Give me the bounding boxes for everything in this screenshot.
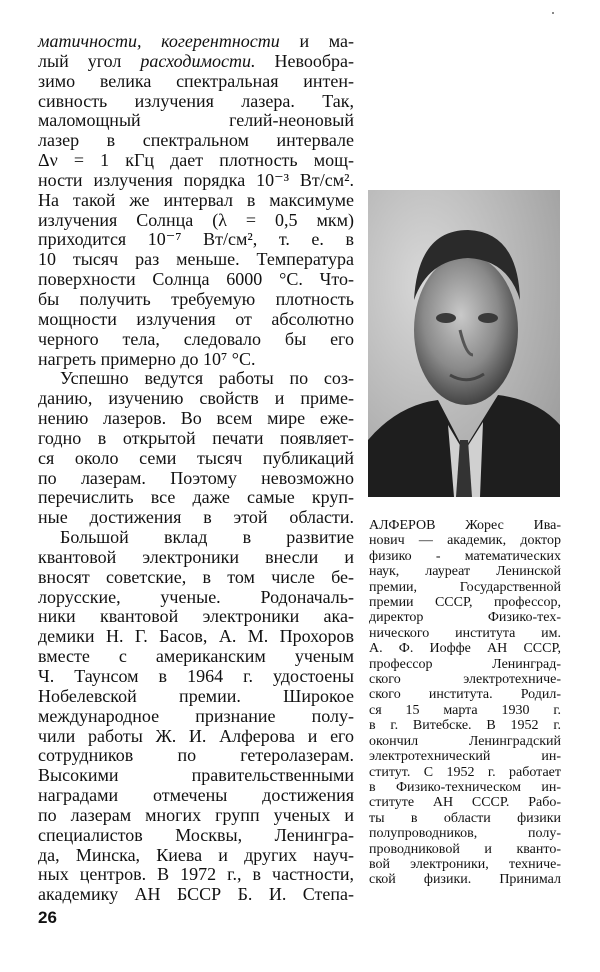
text-line: по лазерам многих групп ученых и <box>38 804 354 825</box>
scan-speck <box>552 12 554 14</box>
text-span: Невообра- <box>255 50 354 71</box>
text-line: Успешно ведутся работы по соз- <box>60 368 354 389</box>
text-line: поверхности Солнца 6000 °С. Что- <box>38 269 354 290</box>
text-line: маломощный гелий-неоновый <box>38 110 354 131</box>
caption-line: проводниковой и кванто- <box>369 841 561 857</box>
caption-line: ституте АН СССР. Рабо- <box>369 795 561 811</box>
text-span: и ма- <box>279 31 355 51</box>
caption-line: АЛФЕРОВ Жорес Ива- <box>369 518 561 533</box>
text-line: вместе с американским ученым <box>38 646 354 667</box>
caption-line: полупроводников, полу- <box>369 826 561 842</box>
text-line: лорусские, ученые. Родоначаль- <box>38 586 354 607</box>
caption-line: профессор Ленинград- <box>369 656 561 672</box>
text-line: по лазерам. Поэтому невозможно <box>38 467 354 488</box>
caption-line: ты в области физики <box>369 810 561 826</box>
caption-line: в г. Витебске. В 1952 г. <box>369 718 561 734</box>
text-line: сивность излучения лазера. Так, <box>38 90 354 111</box>
italic-term: матичности, когерентности <box>38 31 280 51</box>
portrait-caption <box>369 518 561 888</box>
text-line: Высокими правительственными <box>38 765 354 786</box>
caption-line: ся 15 марта 1930 г. <box>369 702 561 718</box>
caption-line: ской физики. Принимал <box>369 872 561 888</box>
text-line: да, Минска, Киева и других науч- <box>38 844 354 865</box>
text-line: ся около семи тысяч публикаций <box>38 447 354 468</box>
text-line: бы получить требуемую плотность <box>38 288 354 309</box>
text-line: мощности излучения от абсолютно <box>38 308 354 329</box>
text-line: На такой же интервал в максимуме <box>38 189 354 210</box>
text-line: приходится 10⁻⁷ Вт/см², т. е. в <box>38 229 354 250</box>
italic-term: расходимости. <box>140 50 256 71</box>
text-line: наградами отмечены достижения <box>38 785 354 806</box>
text-line: Большой вклад в развитие <box>60 527 354 548</box>
text-line: нагреть примерно до 10⁷ °С. <box>38 348 256 369</box>
caption-line: директор Физико-тех- <box>369 610 561 626</box>
text-line: ности излучения порядка 10⁻³ Вт/см². <box>38 169 354 190</box>
text-line: черного тела, следовало бы его <box>38 328 354 349</box>
text-line: сотрудников по гетеролазерам. <box>38 745 354 766</box>
text-line: годно в открытой печати появляет- <box>38 427 354 448</box>
text-line: международное признание полу- <box>38 705 354 726</box>
text-line: Ч. Таунсом в 1964 г. удостоены <box>38 666 354 686</box>
caption-line: вой электроники, техниче- <box>369 856 561 872</box>
text-line: 10 тысяч раз меньше. Температура <box>38 249 354 270</box>
text-line: академику АН БССР Б. И. Степа- <box>38 884 354 905</box>
text-line: лазер в спектральном интервале <box>38 130 354 151</box>
text-line <box>38 32 354 52</box>
page-number: 26 <box>38 908 57 927</box>
caption-line: электротехнический ин- <box>369 749 561 765</box>
caption-line: А. Ф. Иоффе АН СССР, <box>369 641 561 657</box>
caption-line: ститут. С 1952 г. работает <box>369 764 561 780</box>
text-line <box>38 52 354 72</box>
text-line: Нобелевской премии. Широкое <box>38 685 354 706</box>
text-line: ных центров. В 1972 г., в частности, <box>38 864 354 885</box>
caption-line: нович — академик, доктор <box>369 533 561 549</box>
text-line: перечислить все даже самые круп- <box>38 487 354 508</box>
text-line: демики Н. Г. Басов, А. М. Прохоров <box>38 626 354 647</box>
caption-line: премии, Государственной <box>369 579 561 595</box>
text-line: излучения Солнца (λ = 0,5 мкм) <box>38 209 354 230</box>
text-span: лый угол <box>38 50 141 71</box>
text-line: Δν = 1 кГц дает плотность мощ- <box>38 150 354 171</box>
text-line: квантовой электроники внесли и <box>38 546 354 567</box>
text-line: нению лазеров. Во всем мире еже- <box>38 408 354 429</box>
caption-line: ского института. Родил- <box>369 687 561 703</box>
text-line: специалистов Москвы, Ленингра- <box>38 824 354 845</box>
caption-line: наук, лауреат Ленинской <box>369 564 561 580</box>
text-line: ники квантовой электроники ака- <box>38 606 354 627</box>
text-line: вносят советские, в том числе бе- <box>38 566 354 587</box>
caption-line: физико - математических <box>369 548 561 564</box>
portrait-photo <box>368 190 560 497</box>
main-text-column <box>38 32 354 905</box>
text-line: чили работы Ж. И. Алферова и его <box>38 725 354 746</box>
caption-line: в Физико-техническом ин- <box>369 779 561 795</box>
caption-line: премии СССР, профессор, <box>369 595 561 611</box>
text-line: зимо велика спектральная интен- <box>38 70 354 91</box>
text-line: данию, изучению свойств и приме- <box>38 388 354 409</box>
caption-line: нического института им. <box>369 625 561 641</box>
caption-line: ского электротехниче- <box>369 672 561 688</box>
text-line: ные достижения в этой области. <box>38 507 354 528</box>
caption-line: окончил Ленинградский <box>369 733 561 749</box>
